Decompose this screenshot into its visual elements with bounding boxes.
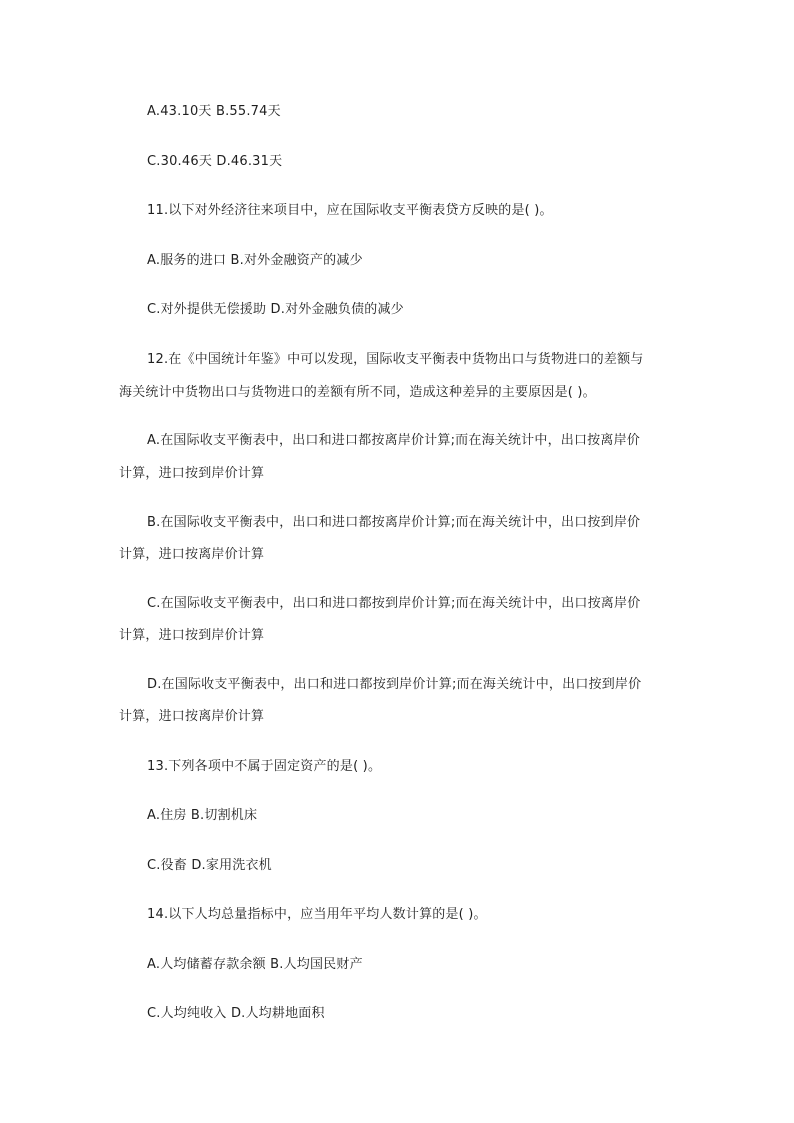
q12-option-c-line2: 计算，进口按到岸价计算 bbox=[119, 628, 265, 643]
q13-stem: 13.下列各项中不属于固定资产的是( )。 bbox=[147, 759, 382, 774]
q11-options-cd: C.对外提供无偿援助 D.对外金融负债的减少 bbox=[147, 302, 404, 317]
q14-options-cd: C.人均纯收入 D.人均耕地面积 bbox=[147, 1006, 325, 1021]
q12-option-b-line2: 计算，进口按离岸价计算 bbox=[119, 547, 265, 562]
q14-options-ab: A.人均储蓄存款余额 B.人均国民财产 bbox=[147, 957, 363, 972]
q12-option-b-line1: B.在国际收支平衡表中，出口和进口都按离岸价计算;而在海关统计中，出口按到岸价 bbox=[147, 515, 641, 530]
q12-stem-line1: 12.在《中国统计年鉴》中可以发现，国际收支平衡表中货物出口与货物进口的差额与 bbox=[147, 352, 644, 367]
q10-options-cd: C.30.46天 D.46.31天 bbox=[147, 154, 283, 169]
q13-options-ab: A.住房 B.切割机床 bbox=[147, 808, 258, 823]
q10-options-ab: A.43.10天 B.55.74天 bbox=[147, 104, 281, 119]
q12-option-c-line1: C.在国际收支平衡表中，出口和进口都按到岸价计算;而在海关统计中，出口按离岸价 bbox=[147, 596, 641, 611]
q13-options-cd: C.役畜 D.家用洗衣机 bbox=[147, 858, 272, 873]
q12-option-d-line1: D.在国际收支平衡表中，出口和进口都按到岸价计算;而在海关统计中，出口按到岸价 bbox=[147, 677, 642, 692]
q12-option-a-line1: A.在国际收支平衡表中，出口和进口都按离岸价计算;而在海关统计中，出口按离岸价 bbox=[147, 433, 640, 448]
q14-stem: 14.以下人均总量指标中，应当用年平均人数计算的是( )。 bbox=[147, 907, 487, 922]
q11-stem: 11.以下对外经济往来项目中，应在国际收支平衡表贷方反映的是( )。 bbox=[147, 203, 553, 218]
q12-stem-line2: 海关统计中货物出口与货物进口的差额有所不同，造成这种差异的主要原因是( )。 bbox=[119, 385, 596, 400]
q11-options-ab: A.服务的进口 B.对外金融资产的减少 bbox=[147, 253, 363, 268]
q12-option-a-line2: 计算，进口按到岸价计算 bbox=[119, 466, 265, 481]
q12-option-d-line2: 计算，进口按离岸价计算 bbox=[119, 709, 265, 724]
